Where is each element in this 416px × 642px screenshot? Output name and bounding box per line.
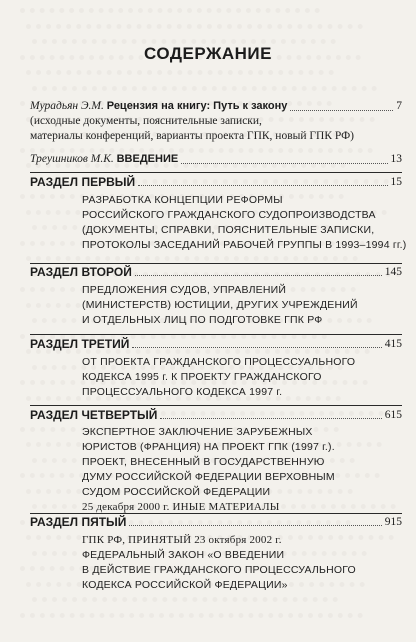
toc-section-3[interactable] (30, 336, 402, 352)
section-line: КОДЕКСА РОССИЙСКОЙ ФЕДЕРАЦИИ» (82, 579, 288, 591)
entry-label: Рецензия на книгу: Путь к закону (106, 100, 288, 112)
toc-section-1[interactable] (30, 174, 402, 190)
toc-section-5[interactable] (30, 514, 402, 530)
section-page: 615 (384, 409, 402, 421)
section-line: В ДЕЙСТВИЕ ГРАЖДАНСКОГО ПРОЦЕССУАЛЬНОГО (82, 564, 356, 576)
section-rule (30, 334, 402, 335)
section-line: ПРОЕКТ, ВНЕСЕННЫЙ В ГОСУДАРСТВЕННУЮ (82, 456, 325, 468)
entry-author: Треушников М.К. (30, 153, 114, 165)
section-rule (30, 172, 402, 173)
section-line: 25 декабря 2000 г. ИНЫЕ МАТЕРИАЛЫ (82, 501, 280, 513)
entry-page: 7 (396, 100, 402, 112)
toc-section-4[interactable] (30, 407, 402, 423)
section-1-description (82, 193, 407, 253)
entry-subtitle-line: материалы конференций, варианты проекта ГПК, новый ГПК РФ) (30, 129, 354, 142)
section-5-description (82, 533, 392, 593)
page-title: СОДЕРЖАНИЕ (144, 44, 272, 63)
section-label: РАЗДЕЛ ЧЕТВЕРТЫЙ (30, 408, 158, 422)
section-line: ЭКСПЕРТНОЕ ЗАКЛЮЧЕНИЕ ЗАРУБЕЖНЫХ (82, 426, 313, 438)
leader-dots (129, 525, 381, 526)
section-line: КОДЕКСА 1995 г. К ПРОЕКТУ ГРАЖДАНСКОГО (82, 371, 322, 383)
section-page: 145 (384, 266, 402, 278)
section-line: ПРЕДЛОЖЕНИЯ СУДОВ, УПРАВЛЕНИЙ (82, 284, 287, 296)
leader-dots (290, 110, 393, 111)
section-label: РАЗДЕЛ ПЯТЫЙ (30, 515, 127, 529)
section-page: 15 (390, 176, 402, 188)
section-line: ПРОТОКОЛЫ ЗАСЕДАНИЙ РАБОЧЕЙ ГРУППЫ В 1993–1994 гг.) (82, 239, 407, 251)
section-line: СУДОМ РОССИЙСКОЙ ФЕДЕРАЦИИ (82, 486, 271, 498)
entry-page: 13 (390, 153, 402, 165)
section-line: ЮРИСТОВ (ФРАНЦИЯ) НА ПРОЕКТ ГПК (1997 г.). (82, 441, 335, 453)
section-line: ОТ ПРОЕКТА ГРАЖДАНСКОГО ПРОЦЕССУАЛЬНОГО (82, 356, 356, 368)
section-line: ГПК РФ, ПРИНЯТЫЙ 23 октября 2002 г. (82, 534, 282, 546)
section-line: ПРОЦЕССУАЛЬНОГО КОДЕКСА 1997 г. (82, 386, 283, 398)
leader-dots (138, 185, 387, 186)
entry-label: ВВЕДЕНИЕ (116, 153, 179, 165)
section-2-description (82, 283, 392, 328)
section-line: ДУМУ РОССИЙСКОЙ ФЕДЕРАЦИИ ВЕРХОВНЫМ (82, 471, 335, 483)
section-rule (30, 405, 402, 406)
section-line: (МИНИСТЕРСТВ) ЮСТИЦИИ, ДРУГИХ УЧРЕЖДЕНИЙ (82, 299, 358, 311)
section-line: (ДОКУМЕНТЫ, СПРАВКИ, ПОЯСНИТЕЛЬНЫЕ ЗАПИСКИ, (82, 224, 375, 236)
section-page: 915 (384, 516, 402, 528)
section-4-description (82, 425, 392, 515)
entry-subtitle-line: (исходные документы, пояснительные записки, (30, 115, 262, 127)
section-line: ФЕДЕРАЛЬНЫЙ ЗАКОН «О ВВЕДЕНИИ (82, 549, 285, 561)
section-page: 415 (384, 338, 402, 350)
leader-dots (160, 418, 381, 419)
section-3-description (82, 355, 392, 400)
section-line: РАЗРАБОТКА КОНЦЕПЦИИ РЕФОРМЫ (82, 194, 283, 206)
section-label: РАЗДЕЛ ПЕРВЫЙ (30, 175, 136, 189)
leader-dots (132, 347, 381, 348)
leader-dots (135, 275, 382, 276)
toc-entry-review[interactable] (30, 99, 402, 143)
section-label: РАЗДЕЛ ВТОРОЙ (30, 265, 132, 279)
entry-author: Мурадьян Э.М. (30, 100, 104, 112)
toc-entry-introduction[interactable] (30, 152, 402, 167)
section-line: РОССИЙСКОГО ГРАЖДАНСКОГО СУДОПРОИЗВОДСТВА (82, 209, 376, 221)
toc-section-2[interactable] (30, 264, 402, 280)
leader-dots (181, 163, 387, 164)
section-label: РАЗДЕЛ ТРЕТИЙ (30, 337, 130, 351)
section-line: И ОТДЕЛЬНЫХ ЛИЦ ПО ПОДГОТОВКЕ ГПК РФ (82, 314, 323, 326)
